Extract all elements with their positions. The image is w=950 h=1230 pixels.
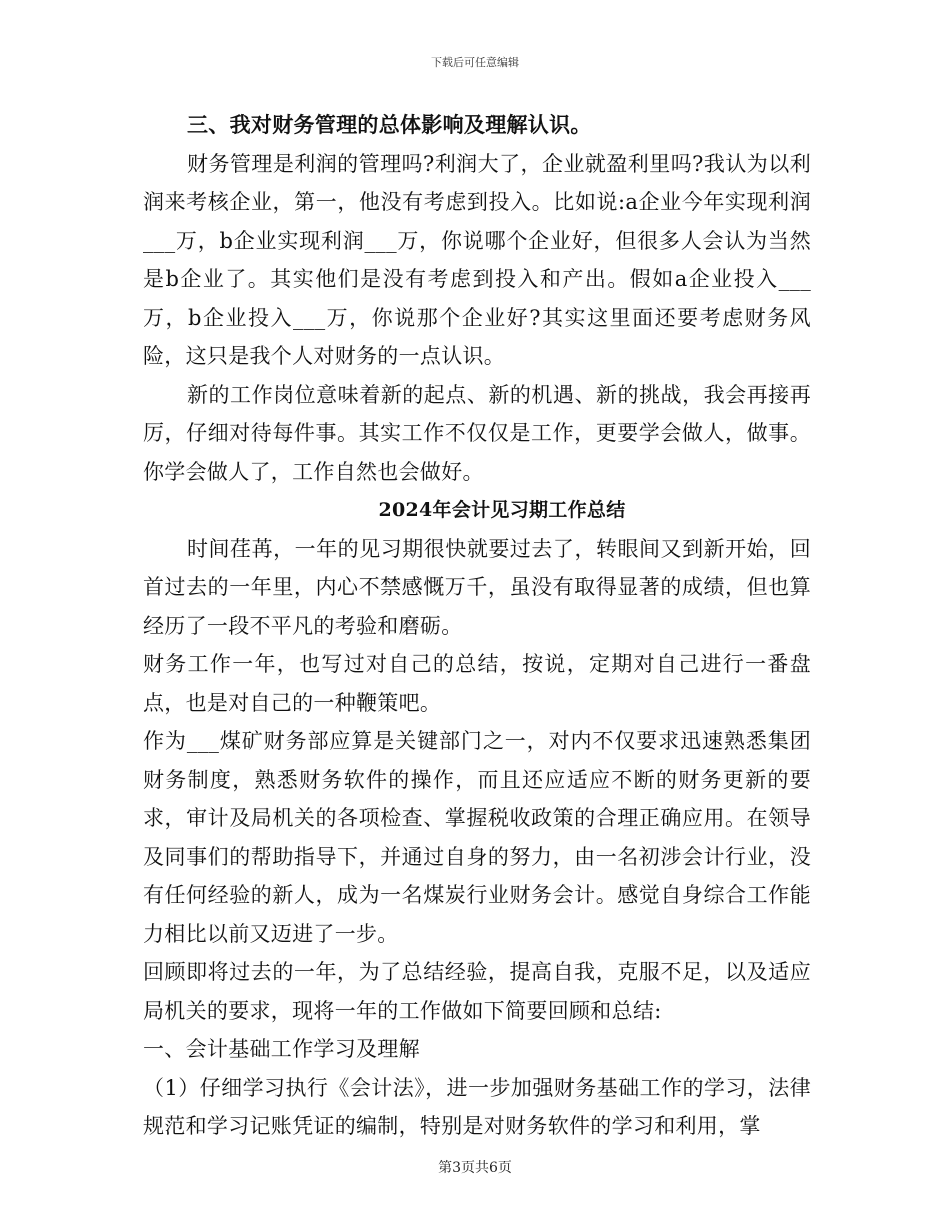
section-heading: 三、我对财务管理的总体影响及理解认识。 [187, 112, 592, 137]
document-body [143, 106, 811, 1146]
subheading: 一、会计基础工作学习及理解 [143, 1037, 420, 1061]
paragraph: （1）仔细学习执行《会计法》，进一步加强财务基础工作的学习，法律规范和学习记账凭证的编制，特别是对财务软件的学习和利用，掌 [143, 1075, 811, 1138]
paragraph: 财务工作一年，也写过对自己的总结，按说，定期对自己进行一番盘点，也是对自己的一种鞭策吧。 [143, 652, 811, 715]
page-footer: 第3页共6页 [438, 1160, 512, 1176]
paragraph: 财务管理是利润的管理吗?利润大了，企业就盈利里吗?我认为以利润来考核企业，第一，他没有考虑到投入。比如说:a企业今年实现利润___万，b企业实现利润___万，你说哪个企业好，但很多人会认为当然是b企业了。其实他们是没有考虑到投入和产出。假如a企业投入___万，b企业投入___万，你说那个企业好?其实这里面还要考虑财务风险，这只是我个人对财务的一点认识。 [143, 151, 811, 368]
paragraph: 时间荏苒，一年的见习期很快就要过去了，转眼间又到新开始，回首过去的一年里，内心不禁感慨万千，虽没有取得显著的成绩，但也算经历了一段不平凡的考验和磨砺。 [143, 536, 811, 638]
paragraph: 新的工作岗位意味着新的起点、新的机遇、新的挑战，我会再接再厉，仔细对待每件事。其实工作不仅仅是工作，更要学会做人，做事。你学会做人了，工作自然也会做好。 [143, 382, 811, 484]
paragraph: 作为___煤矿财务部应算是关键部门之一，对内不仅要求迅速熟悉集团财务制度，熟悉财务软件的操作，而且还应适应不断的财务更新的要求，审计及局机关的各项检查、掌握税收政策的合理正确应用。在领导及同事们的帮助指导下，并通过自身的努力，由一名初涉会计行业，没有任何经验的新人，成为一名煤炭行业财务会计。感觉自身综合工作能力相比以前又迈进了一步。 [143, 729, 811, 946]
page-header: 下载后可任意编辑 [431, 56, 519, 69]
paragraph: 回顾即将过去的一年，为了总结经验，提高自我，克服不足，以及适应局机关的要求，现将一年的工作做如下简要回顾和总结: [143, 960, 811, 1023]
document-title: 2024年会计见习期工作总结 [378, 499, 626, 521]
